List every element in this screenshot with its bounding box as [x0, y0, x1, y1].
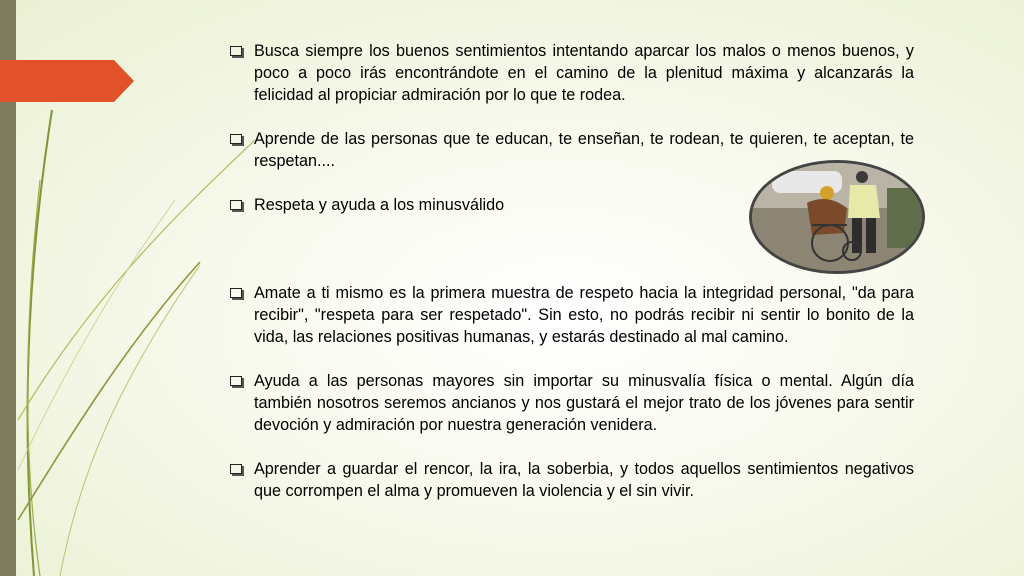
- wheelchair-scene-illustration: [752, 163, 922, 271]
- bullet-item: [230, 282, 914, 348]
- bullet-item: [230, 370, 914, 436]
- checkbox-bullet-icon: [230, 464, 242, 474]
- bullet-text: Ayuda a las personas mayores sin importar su minusvalía física o mental. Algún día también nosotros seremos ancianos y nos gustará el mejor trato de los jóvenes para sentir devoción y admiración por nuestra generación venidera.: [254, 372, 914, 434]
- bullet-list: [230, 40, 914, 524]
- bullet-text: Busca siempre los buenos sentimientos intentando aparcar los malos o menos buenos, y poco a poco irás encontrándote en el camino de la plenitud máxima y alcanzarás la felicidad al propiciar admiración por lo que te rodea.: [254, 42, 914, 104]
- checkbox-bullet-icon: [230, 134, 242, 144]
- accent-arrow-shape: [0, 60, 134, 102]
- bullet-item: [230, 40, 914, 106]
- checkbox-bullet-icon: [230, 46, 242, 56]
- bullet-text: Amate a ti mismo es la primera muestra de respeto hacia la integridad personal, "da para recibir", "respeta para ser respetado". Sin esto, no podrás recibir ni sentir lo bonito de la vida, las relaciones positivas humanas, y estarás destinado al mal camino.: [254, 284, 914, 346]
- bullet-text: Aprende de las personas que te educan, te enseñan, te rodean, te quieren, te aceptan, te respetan....: [254, 130, 914, 170]
- checkbox-bullet-icon: [230, 376, 242, 386]
- bullet-text: Respeta y ayuda a los minusválido: [254, 196, 505, 214]
- checkbox-bullet-icon: [230, 288, 242, 298]
- wheelchair-assistance-photo: [749, 160, 925, 274]
- checkbox-bullet-icon: [230, 200, 242, 210]
- bullet-item: [230, 458, 914, 502]
- bullet-text: Aprender a guardar el rencor, la ira, la soberbia, y todos aquellos sentimientos negativos que corrompen el alma y promueven la violencia y el sin vivir.: [254, 460, 914, 500]
